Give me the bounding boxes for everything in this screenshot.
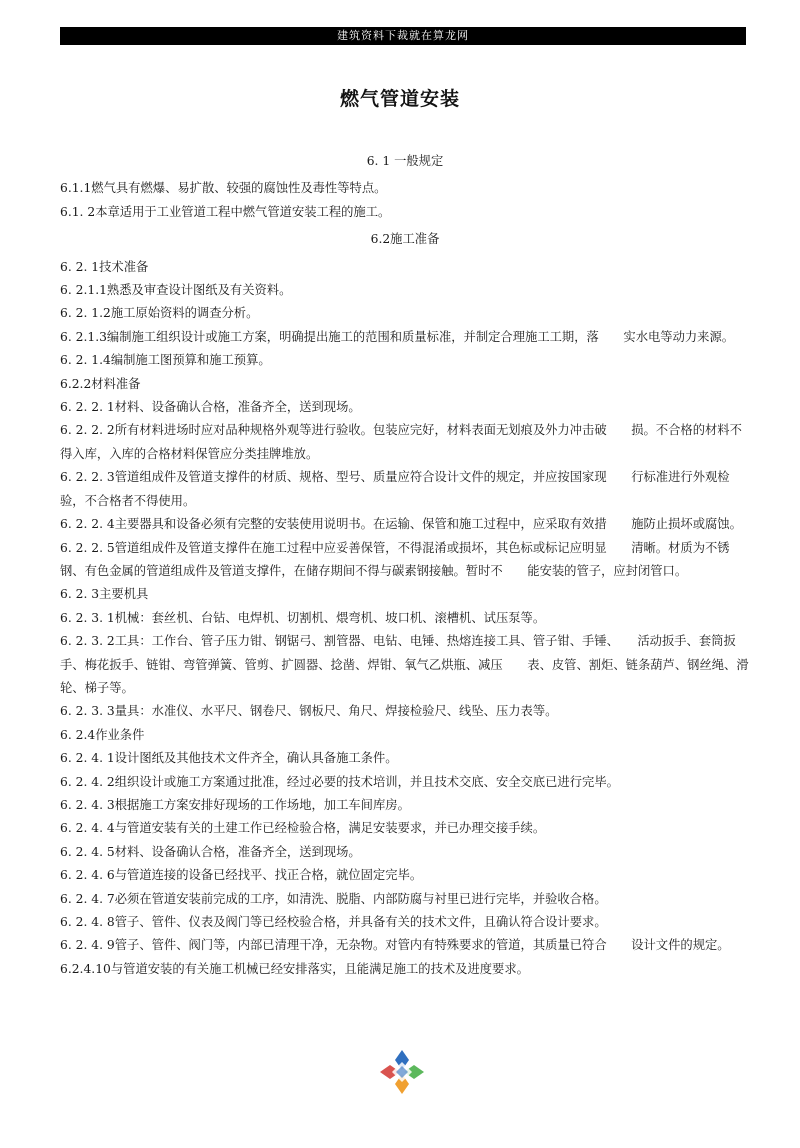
paragraph: 6.1.1燃气具有燃爆、易扩散、较强的腐蚀性及毒性等特点。 (60, 181, 387, 196)
paragraph: 6. 2. 3. 1机械：套丝机、台钻、电焊机、切割机、煨弯机、坡口机、滚槽机、试压泵等。 (60, 610, 546, 625)
paragraph: 6. 2. 4. 9管子、管件、阀门等，内部已清理干净，无杂物。对管内有特殊要求的管道，其质量已符合 设计文件的规定。 (60, 938, 730, 953)
paragraph: 6. 2. 2. 4主要器具和设备必须有完整的安装使用说明书。在运输、保管和施工过程中，应采取有效措 施防止损坏或腐蚀。 (60, 517, 742, 532)
top-banner (60, 27, 746, 45)
paragraph: 6. 2. 2. 5管道组成件及管道支撑件在施工过程中应妥善保管，不得混淆或损坏，其色标或标记应明显 清晰。材质为不锈钢、有色金属的管道组成件及管道支撑件，在储存期间不得与碳素钢接触。暂时不 能安装的管子，应封闭管口。 (60, 540, 730, 578)
paragraph: 6.2.2材料准备 (60, 376, 141, 391)
section-heading: 6. 1 一般规定 (366, 154, 444, 168)
paragraph: 6. 2. 2. 2所有材料进场时应对品种规格外观等进行验收。包装应完好，材料表面无划痕及外力冲击破 损。不合格的材料不得入库，入库的合格材料保管应分类挂牌堆放。 (60, 423, 742, 461)
paragraph: 6. 2. 1.2施工原始资料的调查分析。 (60, 306, 259, 321)
paragraph: 6. 2. 2. 1材料、设备确认合格，准备齐全，送到现场。 (60, 400, 361, 415)
paragraph: 6. 2. 4. 3根据施工方案安排好现场的工作场地，加工车间库房。 (60, 797, 410, 812)
section-heading: 6.2施工准备 (370, 232, 440, 247)
paragraph: 6. 2. 4. 7必须在管道安装前完成的工序，如清洗、脱脂、内部防腐与衬里已进行完毕，并验收合格。 (60, 891, 607, 906)
paragraph: 6. 2. 4. 4与管道安装有关的土建工作已经检验合格，满足安装要求，并已办理交接手续。 (60, 821, 546, 836)
paragraph: 6. 2. 4. 8管子、管件、仪表及阀门等已经校验合格，并具备有关的技术文件，且确认符合设计要求。 (60, 915, 607, 929)
paragraph: 6. 2.4作业条件 (60, 727, 145, 742)
paragraph: 6. 2. 1技术准备 (60, 259, 149, 274)
paragraph: 6. 2. 3主要机具 (60, 587, 149, 602)
paragraph: 6. 2. 3. 2工具：工作台、管子压力钳、钢锯弓、割管器、电钻、电锤、热熔连接工具、管子钳、手锤、 活动扳手、套筒扳手、梅花扳手、链钳、弯管弹簧、管剪、扩圆器、捻凿、焊钳、氧气乙烘瓶、减压 表、皮管、割炬、链条葫芦、钢丝绳、滑轮、梯子等。 (60, 634, 749, 695)
paragraph: 6. 2. 4. 6与管道连接的设备已经找平、找正合格，就位固定完毕。 (60, 868, 423, 883)
document-body (60, 150, 750, 981)
colorful-diamond-logo-icon (378, 1048, 426, 1096)
paragraph: 6. 2.1.3编制施工组织设计或施工方案，明确提出施工的范围和质量标准，并制定合理施工工期，落 实水电等动力来源。 (60, 329, 735, 344)
paragraph: 6. 2.1.1熟悉及审查设计图纸及有关资料。 (60, 283, 292, 298)
paragraph: 6. 2. 1.4编制施工图预算和施工预算。 (60, 353, 271, 368)
paragraph: 6. 2. 4. 1设计图纸及其他技术文件齐全，确认具备施工条件。 (60, 751, 398, 766)
paragraph: 6. 2. 4. 5材料、设备确认合格，准备齐全，送到现场。 (60, 844, 361, 859)
banner-text: 建筑资料下裁就在算龙网 (337, 29, 469, 42)
paragraph: 6. 2. 3. 3量具：水准仪、水平尺、钢卷尺、钢板尺、角尺、焊接检验尺、线坠、压力表等。 (60, 704, 558, 719)
paragraph: 6. 2. 4. 2组织设计或施工方案通过批准，经过必要的技术培训，并且技术交底、安全交底已进行完毕。 (60, 774, 619, 789)
paragraph: 6. 2. 2. 3管道组成件及管道支撑件的材质、规格、型号、质量应符合设计文件的规定，并应按国家现 行标准进行外观检验，不合格者不得使用。 (60, 470, 730, 508)
paragraph: 6.2.4.10与管道安装的有关施工机械已经安排落实，且能满足施工的技术及进度要求。 (60, 961, 529, 976)
document-title: 燃气管道安装 (339, 88, 460, 110)
paragraph: 6.1. 2本章适用于工业管道工程中燃气管道安装工程的施工。 (60, 204, 391, 219)
